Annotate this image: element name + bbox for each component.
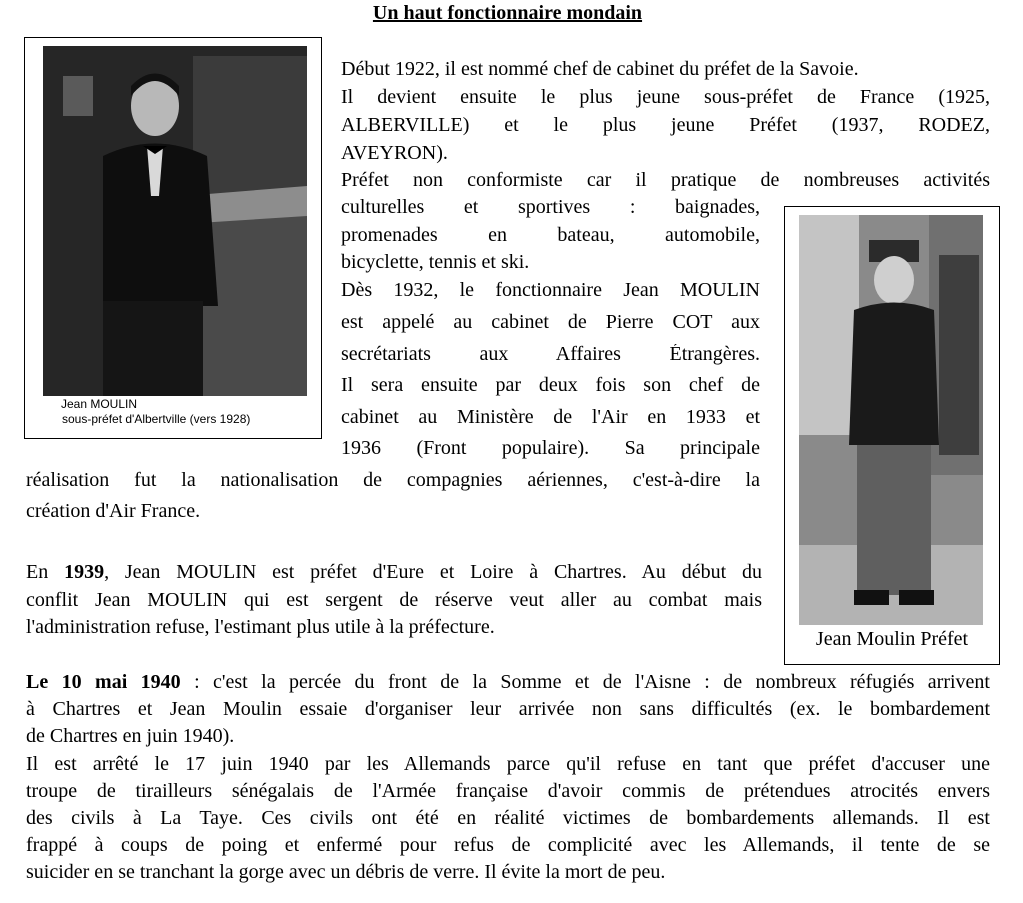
date-10-mai-1940: Le 10 mai 1940: [26, 672, 181, 693]
text-line: Début 1922, il est nommé chef de cabinet du préfet de la Savoie.: [341, 58, 859, 80]
text-line: bicyclette, tennis et ski.: [341, 251, 530, 273]
text-line: secrétariats aux Affaires Étrangères.: [341, 344, 760, 365]
text-line: l'administration refuse, l'estimant plus utile à la préfecture.: [26, 616, 495, 638]
text-line: Dès 1932, le fonctionnaire Jean MOULIN: [341, 280, 760, 301]
text-line: ALBERVILLE) et le plus jeune Préfet (1937, RODEZ,: [341, 115, 990, 136]
text-line: est appelé au cabinet de Pierre COT aux: [341, 312, 760, 333]
photo-frame-prefet: [784, 206, 1000, 665]
text-line: troupe de tirailleurs sénégalais de l'Armée française d'avoir commis de prétendues atrocités envers: [26, 781, 990, 802]
text-line: frappé à coups de poing et enfermé pour refus de complicité avec les Allemands, il tente de se: [26, 835, 990, 856]
year-1939: 1939: [64, 562, 105, 583]
text-line: AVEYRON).: [341, 142, 448, 164]
text-line: des civils à La Taye. Ces civils ont été en réalité victimes de bombardements allemands. Il est: [26, 808, 990, 829]
text-line-rest: : c'est la percée du front de la Somme et de l'Aisne : de nombreux réfugiés arrivent: [180, 672, 990, 693]
text-line: [26, 672, 990, 694]
text-line: Il sera ensuite par deux fois son chef de: [341, 375, 760, 396]
jean-moulin-desk-photo: [43, 46, 307, 396]
text-line: de Chartres en juin 1940).: [26, 725, 235, 747]
text-line: conflit Jean MOULIN qui est sergent de réserve veut aller au combat mais: [26, 590, 762, 611]
text-line-rest: , Jean MOULIN est préfet d'Eure et Loire à Chartres. Au début du: [104, 562, 762, 583]
text-line: réalisation fut la nationalisation de compagnies aériennes, c'est-à-dire la: [26, 470, 760, 491]
text-line: promenades en bateau, automobile,: [341, 225, 760, 246]
text-line: Il devient ensuite le plus jeune sous-préfet de France (1925,: [341, 87, 990, 108]
text-line: 1936 (Front populaire). Sa principale: [341, 438, 760, 459]
text-line: cabinet au Ministère de l'Air en 1933 et: [341, 407, 760, 428]
photo-caption-prefet: Jean Moulin Préfet: [815, 628, 969, 650]
text-line: suicider en se tranchant la gorge avec un débris de verre. Il évite la mort de peu.: [26, 861, 666, 883]
text-line: création d'Air France.: [26, 500, 201, 522]
photo-caption-name: Jean MOULIN: [61, 397, 138, 411]
text-line: [26, 562, 762, 584]
text-line: Préfet non conformiste car il pratique de nombreuses activités: [341, 170, 990, 191]
photo-caption-role: sous-préfet d'Albertville (vers 1928): [62, 412, 251, 426]
text-intro: En: [26, 562, 65, 583]
text-line: Il est arrêté le 17 juin 1940 par les Allemands parce qu'il refuse en tant que préfet d'accuser une: [26, 754, 990, 775]
page-title: Un haut fonctionnaire mondain: [372, 2, 643, 24]
jean-moulin-uniform-photo: [799, 215, 983, 625]
text-line: à Chartres et Jean Moulin essaie d'organiser leur arrivée non sans difficultés (ex. le bombardement: [26, 699, 990, 720]
photo-frame-sous-prefet: [24, 37, 322, 439]
text-line: culturelles et sportives : baignades,: [341, 197, 760, 218]
